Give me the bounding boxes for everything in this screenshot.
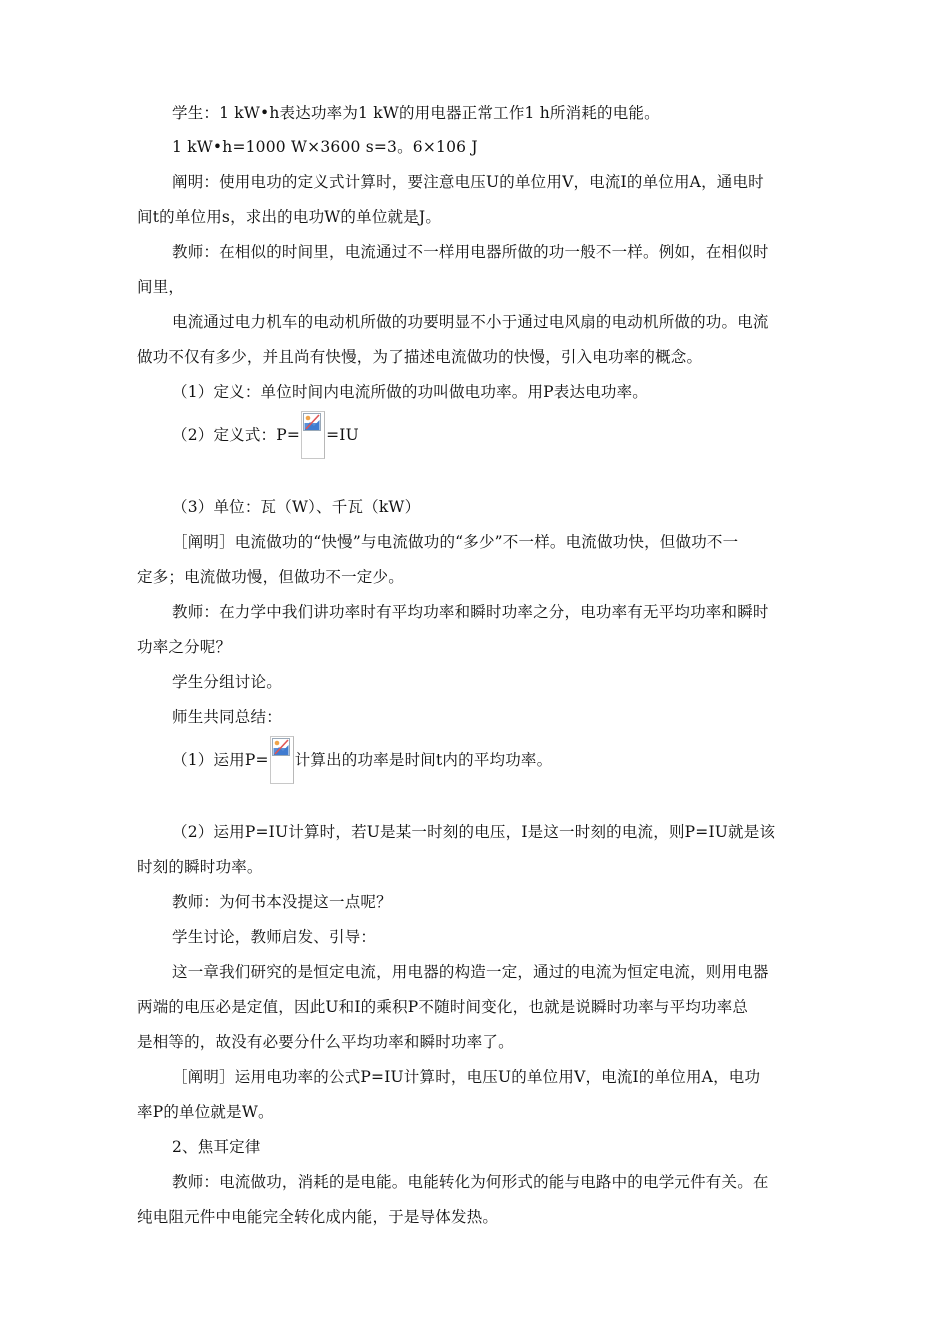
paragraph-definition-formula [172,411,359,459]
paragraph-teacher-same-time-line2: 间里， [137,278,185,296]
paragraph-teacher-question: 教师：为何书本没提这一点呢？ [172,893,392,911]
paragraph-locomotive-line2: 做功不仅有多少，并且尚有快慢，为了描述电流做功的快慢，引入电功率的概念。 [137,348,703,366]
paragraph-average-power [172,736,552,784]
average-formula-image-placeholder [270,736,294,784]
paragraph-kwh-conversion: 1 kW•h=1000 W×3600 s=3。6×106 J [172,138,478,156]
paragraph-teacher-same-time-line1: 教师：在相似的时间里，电流通过不一样用电器所做的功一般不一样。例如，在相似时 [172,243,769,261]
paragraph-teacher-average-line2: 功率之分呢？ [137,638,232,656]
paragraph-student-discussion: 学生讨论，教师启发、引导： [172,928,377,946]
paragraph-explain-p-iu-line1: ［阐明］运用电功率的公式P=IU计算时，电压U的单位用V，电流I的单位用A，电功 [172,1068,761,1086]
broken-image-icon [272,738,290,756]
paragraph-instant-power-line1: （2）运用P=IU计算时，若U是某一时刻的电压，I是这一时刻的电流，则P=IU就是该 [172,823,776,841]
average-formula-prefix: （1）运用P= [172,751,269,769]
paragraph-instant-power-line2: 时刻的瞬时功率。 [137,858,263,876]
paragraph-summary-heading: 师生共同总结： [172,708,282,726]
paragraph-explain-fast-slow-line2: 定多；电流做功慢，但做功不一定少。 [137,568,404,586]
average-formula-suffix: 计算出的功率是时间t内的平均功率。 [294,751,553,769]
paragraph-constant-current-line1: 这一章我们研究的是恒定电流，用电器的构造一定，通过的电流为恒定电流，则用电器 [172,963,769,981]
paragraph-student-kwh: 学生：1 kW•h表达功率为1 kW的用电器正常工作1 h所消耗的电能。 [172,104,660,122]
paragraph-constant-current-line3: 是相等的，故没有必要分什么平均功率和瞬时功率了。 [137,1033,514,1051]
paragraph-explain-p-iu-line2: 率P的单位就是W。 [137,1103,274,1121]
paragraph-explain-fast-slow-line1: ［阐明］电流做功的“快慢”与电流做功的“多少”不一样。电流做功快，但做功不一 [172,533,739,551]
paragraph-units: （3）单位：瓦（W）、千瓦（kW） [172,498,421,516]
formula-image-placeholder [301,411,325,459]
paragraph-definition: （1）定义：单位时间内电流所做的功叫做电功率。用P表达电功率。 [172,383,648,401]
broken-image-icon [303,413,321,431]
paragraph-teacher-energy-line1: 教师：电流做功，消耗的是电能。电能转化为何形式的能与电路中的电学元件有关。在 [172,1173,769,1191]
section-heading-joule-law: 2、焦耳定律 [172,1138,261,1156]
paragraph-teacher-energy-line2: 纯电阻元件中电能完全转化成内能，于是导体发热。 [137,1208,499,1226]
formula-suffix: =IU [326,426,359,444]
paragraph-constant-current-line2: 两端的电压必是定值，因此U和I的乘积P不随时间变化，也就是说瞬时功率与平均功率总 [137,998,749,1016]
paragraph-group-discussion: 学生分组讨论。 [172,673,282,691]
paragraph-explain-units-line2: 间t的单位用s，求出的电功W的单位就是J。 [137,208,442,226]
formula-prefix: （2）定义式：P= [172,426,301,444]
paragraph-locomotive-line1: 电流通过电力机车的电动机所做的功要明显不小于通过电风扇的电动机所做的功。电流 [172,313,769,331]
paragraph-teacher-average-line1: 教师：在力学中我们讲功率时有平均功率和瞬时功率之分，电功率有无平均功率和瞬时 [172,603,769,621]
paragraph-explain-units-line1: 阐明：使用电功的定义式计算时，要注意电压U的单位用V，电流I的单位用A，通电时 [172,173,764,191]
